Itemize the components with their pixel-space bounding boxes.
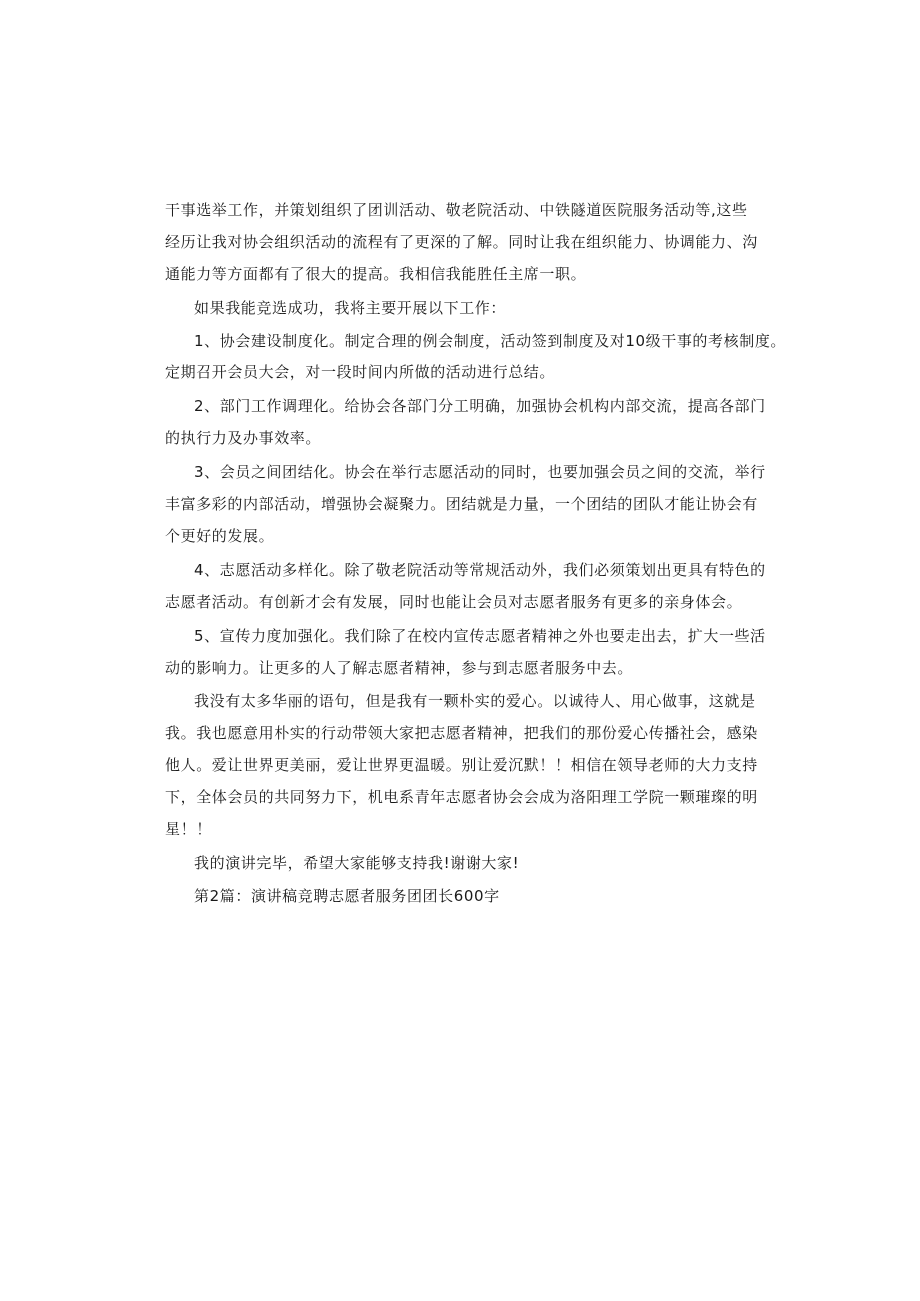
text-line: 干事选举工作，并策划组织了团训活动、敬老院活动、中铁隧道医院服务活动等,这些 — [165, 201, 748, 219]
text-line: 如果我能竞选成功，我将主要开展以下工作： — [194, 299, 507, 317]
text-line: 经历让我对协会组织活动的流程有了更深的了解。同时让我在组织能力、协调能力、沟 — [165, 233, 758, 251]
text-line: 我的演讲完毕，希望大家能够支持我!谢谢大家! — [194, 854, 520, 872]
text-line: 下，全体会员的共同努力下，机电系青年志愿者协会会成为洛阳理工学院一颗璀璨的明 — [165, 788, 758, 806]
text-line: 我。我也愿意用朴实的行动带领大家把志愿者精神，把我们的那份爱心传播社会，感染 — [165, 724, 758, 742]
text-line: 1、协会建设制度化。制定合理的例会制度，活动签到制度及对10级干事的考核制度。 — [194, 332, 787, 350]
text-line: 的执行力及办事效率。 — [165, 429, 322, 447]
text-line: 志愿者活动。有创新才会有发展，同时也能让会员对志愿者服务有更多的亲身体会。 — [165, 593, 743, 611]
text-line: 5、宣传力度加强化。我们除了在校内宣传志愿者精神之外也要走出去，扩大一些活 — [194, 627, 766, 645]
text-line: 4、志愿活动多样化。除了敬老院活动等常规活动外，我们必须策划出更具有特色的 — [194, 561, 766, 579]
text-line: 定期召开会员大会，对一段时间内所做的活动进行总结。 — [165, 363, 556, 381]
text-line: 通能力等方面都有了很大的提高。我相信我能胜任主席一职。 — [165, 265, 587, 283]
text-line: 第2篇：演讲稿竞聘志愿者服务团团长600字 — [194, 887, 500, 905]
text-line: 丰富多彩的内部活动，增强协会凝聚力。团结就是力量，一个团结的团队才能让协会有 — [165, 495, 758, 513]
text-line: 星！！ — [165, 820, 212, 838]
text-line: 3、会员之间团结化。协会在举行志愿活动的同时，也要加强会员之间的交流，举行 — [194, 463, 766, 481]
text-line: 动的影响力。让更多的人了解志愿者精神，参与到志愿者服务中去。 — [165, 659, 634, 677]
text-line: 我没有太多华丽的语句，但是我有一颗朴实的爱心。以诚待人、用心做事，这就是 — [194, 692, 756, 710]
text-line: 他人。爱让世界更美丽，爱让世界更温暖。别让爱沉默！！相信在领导老师的大力支持 — [165, 756, 758, 774]
text-line: 2、部门工作调理化。给协会各部门分工明确，加强协会机构内部交流，提高各部门 — [194, 397, 766, 415]
text-line: 个更好的发展。 — [165, 527, 275, 545]
